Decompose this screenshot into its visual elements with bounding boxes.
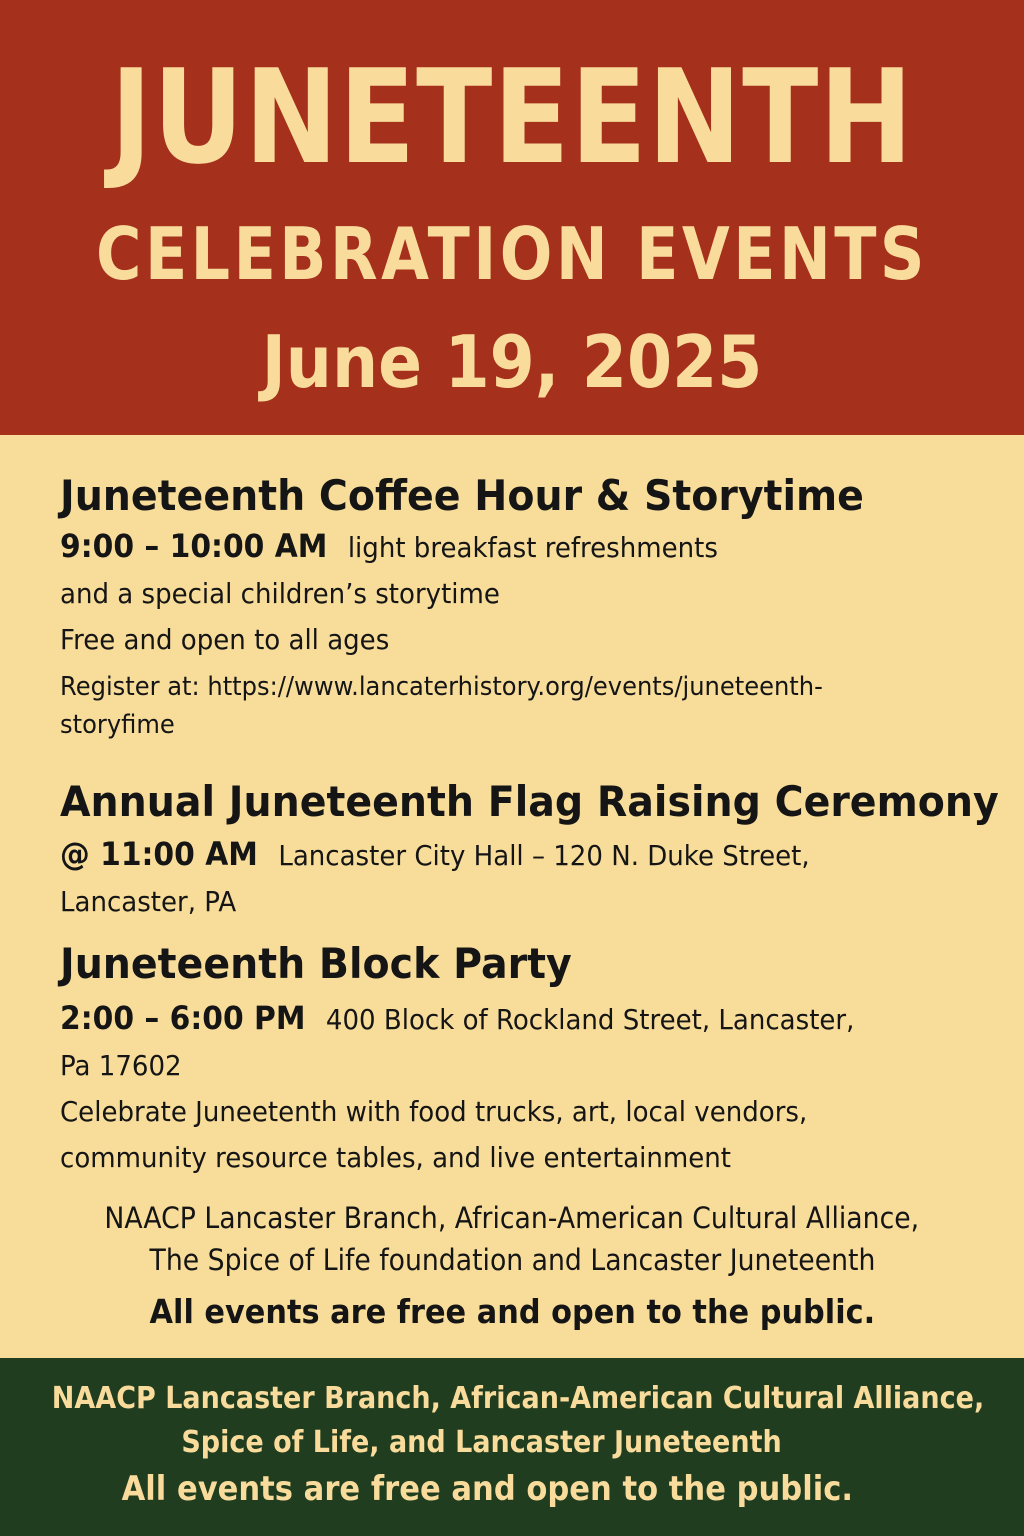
event-coffee-hour <box>60 471 990 743</box>
event-flag-raising <box>60 777 999 925</box>
footer-banner <box>0 1358 1024 1536</box>
event-time: 9:00 – 10:00 AM <box>60 527 328 565</box>
footer-sponsors-line-1: NAACP Lancaster Branch, African-American Cultural Alliance, <box>51 1381 985 1416</box>
event-time-line <box>60 831 925 879</box>
event-description-line: community resource tables, and live entertainment <box>60 1141 732 1174</box>
event-date: June 19, 2025 <box>261 320 763 404</box>
sponsors-line-1: NAACP Lancaster Branch, African-American Cultural Alliance, <box>104 1201 920 1235</box>
event-title: Juneteenth Coffee Hour & Storytime <box>60 471 864 520</box>
footer-sponsors-line-2: Spice of Life, and Lancaster Juneteenth <box>181 1425 783 1460</box>
event-title: Juneteenth Block Party <box>60 939 572 988</box>
event-location-line: Lancaster, PA <box>60 885 237 918</box>
event-register-link-cont[interactable]: storyfime <box>60 710 175 740</box>
event-admission: Free and open to all ages <box>60 623 390 656</box>
poster-subtitle: CELEBRATION EVENTS <box>96 212 928 296</box>
event-description: light breakfast refreshments <box>347 531 718 564</box>
event-title: Annual Juneteenth Flag Raising Ceremony <box>60 777 999 826</box>
poster-title: JUNETEENTH <box>110 41 914 193</box>
event-time-line <box>60 523 925 571</box>
event-description-line: Celebrate Juneetenth with food trucks, art, local vendors, <box>60 1095 808 1128</box>
event-time: @ 11:00 AM <box>60 835 258 873</box>
event-block-party <box>60 939 990 1181</box>
event-location-line: Pa 17602 <box>60 1049 182 1082</box>
event-time-line <box>60 995 925 1043</box>
footer-notice: All events are free and open to the public. <box>121 1469 853 1509</box>
public-notice: All events are free and open to the public. <box>149 1292 875 1331</box>
header-banner <box>0 0 1024 435</box>
event-location: Lancaster City Hall – 120 N. Duke Street, <box>278 839 810 872</box>
sponsors-line-2: The Spice of Life foundation and Lancaster Juneteenth <box>149 1243 875 1277</box>
event-register-link[interactable]: Register at: https://www.lancaterhistory.org/events/juneteenth- <box>60 672 823 702</box>
event-description-line: and a special children’s storytime <box>60 577 500 610</box>
event-time: 2:00 – 6:00 PM <box>60 999 306 1037</box>
event-location: 400 Block of Rockland Street, Lancaster, <box>325 1003 855 1036</box>
